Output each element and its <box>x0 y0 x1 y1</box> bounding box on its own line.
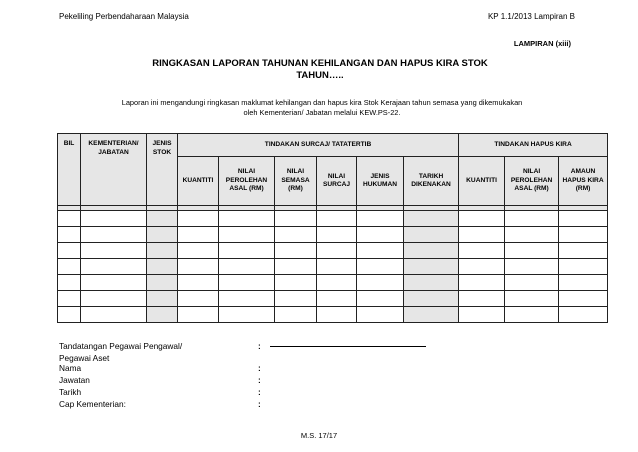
table-cell <box>317 275 357 291</box>
table-row <box>58 211 608 227</box>
table-cell <box>505 307 559 323</box>
table-cell <box>404 227 459 243</box>
sub-tarikh-dikenakan-header: TARIKH DIKENAKAN <box>404 157 459 206</box>
header-right-text: KP 1.1/2013 Lampiran B <box>487 12 575 21</box>
table-row <box>58 243 608 259</box>
table-cell <box>505 227 559 243</box>
sub-amaun-hapus-header: AMAUN HAPUS KIRA (RM) <box>559 157 608 206</box>
table-cell <box>219 275 275 291</box>
table-cell <box>357 211 404 227</box>
sig-colon-tarikh: : <box>258 387 261 397</box>
sig-colon-tandatangan: : <box>258 341 261 351</box>
table-row <box>58 259 608 275</box>
table-cell <box>559 259 608 275</box>
table-cell <box>357 259 404 275</box>
table-cell <box>147 243 178 259</box>
table-cell <box>459 275 505 291</box>
table-cell <box>317 243 357 259</box>
table-cell <box>147 211 178 227</box>
table-cell <box>58 259 81 275</box>
table-cell <box>404 259 459 275</box>
sig-label-tarikh: Tarikh <box>59 387 82 397</box>
sig-label-tandatangan-2: Pegawai Aset <box>59 353 110 363</box>
table-cell <box>459 243 505 259</box>
table-cell <box>404 275 459 291</box>
table-cell <box>559 291 608 307</box>
table-row <box>58 291 608 307</box>
table-cell <box>178 275 219 291</box>
sig-colon-cap: : <box>258 399 261 409</box>
sig-label-nama: Nama <box>59 363 82 373</box>
table-cell <box>559 243 608 259</box>
sig-colon-nama: : <box>258 363 261 373</box>
table-cell <box>357 275 404 291</box>
sig-colon-jawatan: : <box>258 375 261 385</box>
table-cell <box>81 275 147 291</box>
table-cell <box>147 291 178 307</box>
table-cell <box>147 307 178 323</box>
table-cell <box>81 259 147 275</box>
table-cell <box>404 243 459 259</box>
sub-nilai-semasa-header: NILAI SEMASA (RM) <box>275 157 317 206</box>
intro-line-2: oleh Kementerian/ Jabatan melalui KEW.PS-22. <box>243 108 401 117</box>
table-cell <box>58 291 81 307</box>
table-row <box>58 227 608 243</box>
title-line-2: TAHUN….. <box>296 69 344 81</box>
table-row <box>58 275 608 291</box>
table-cell <box>459 211 505 227</box>
table-cell <box>81 291 147 307</box>
sub-kuantiti-header: KUANTITI <box>178 157 219 206</box>
sig-label-cap: Cap Kementerian: <box>59 399 126 409</box>
col-jenis-stok-header: JENIS STOK <box>147 134 178 206</box>
table-cell <box>58 243 81 259</box>
title-line-1: RINGKASAN LAPORAN TAHUNAN KEHILANGAN DAN HAPUS KIRA STOK <box>152 58 488 69</box>
table-cell <box>505 243 559 259</box>
table-cell <box>178 227 219 243</box>
table-cell <box>219 291 275 307</box>
table-cell <box>219 307 275 323</box>
table-cell <box>505 275 559 291</box>
table-cell <box>58 211 81 227</box>
table-cell <box>275 211 317 227</box>
sub-jenis-hukuman-header: JENIS HUKUMAN <box>357 157 404 206</box>
table-cell <box>505 259 559 275</box>
table-cell <box>178 243 219 259</box>
page-number: M.S. 17/17 <box>300 431 338 440</box>
table-cell <box>219 243 275 259</box>
table-cell <box>559 307 608 323</box>
intro-text <box>82 98 562 118</box>
table-cell <box>317 291 357 307</box>
table-cell <box>58 307 81 323</box>
table-cell <box>81 243 147 259</box>
table-cell <box>357 307 404 323</box>
table-cell <box>275 307 317 323</box>
col-bil-header: BIL <box>58 134 81 206</box>
table-cell <box>275 227 317 243</box>
table-cell <box>219 211 275 227</box>
table-cell <box>317 211 357 227</box>
header-left-text: Pekeliling Perbendaharaan Malaysia <box>59 12 189 21</box>
table-cell <box>404 291 459 307</box>
table-cell <box>505 291 559 307</box>
table-cell <box>178 259 219 275</box>
document-title <box>110 58 530 81</box>
table-cell <box>559 227 608 243</box>
report-table <box>57 133 608 323</box>
table-cell <box>178 211 219 227</box>
group-tindakan-surcaj-header: TINDAKAN SURCAJ/ TATATERTIB <box>178 134 459 157</box>
table-cell <box>275 243 317 259</box>
table-cell <box>275 275 317 291</box>
table-cell <box>317 259 357 275</box>
sub-nilai-perolehan-header: NILAI PEROLEHAN ASAL (RM) <box>219 157 275 206</box>
sub-kuantiti-hapus-header: KUANTITI <box>459 157 505 206</box>
table-cell <box>81 227 147 243</box>
table-cell <box>505 211 559 227</box>
sig-label-tandatangan-1: Tandatangan Pegawai Pengawal/ <box>59 341 183 351</box>
table-cell <box>219 227 275 243</box>
col-kementerian-header: KEMENTERIAN/ JABATAN <box>81 134 147 206</box>
table-cell <box>317 307 357 323</box>
table-cell <box>459 307 505 323</box>
sub-nilai-perolehan-hapus-header: NILAI PEROLEHAN ASAL (RM) <box>505 157 559 206</box>
table-cell <box>58 227 81 243</box>
table-cell <box>178 307 219 323</box>
table-cell <box>357 243 404 259</box>
table-cell <box>275 259 317 275</box>
table-cell <box>147 227 178 243</box>
table-cell <box>404 307 459 323</box>
sub-nilai-surcaj-header: NILAI SURCAJ <box>317 157 357 206</box>
table-cell <box>317 227 357 243</box>
table-cell <box>58 275 81 291</box>
table-cell <box>147 259 178 275</box>
table-cell <box>275 291 317 307</box>
table-cell <box>459 227 505 243</box>
group-tindakan-hapus-header: TINDAKAN HAPUS KIRA <box>459 134 608 157</box>
table-cell <box>147 275 178 291</box>
table-cell <box>459 291 505 307</box>
intro-line-1: Laporan ini mengandungi ringkasan maklumat kehilangan dan hapus kira Stok Kerajaan tahun semasa yang dikemukakan <box>121 98 523 107</box>
table-row <box>58 307 608 323</box>
table-cell <box>404 211 459 227</box>
table-cell <box>219 259 275 275</box>
table-cell <box>178 291 219 307</box>
table-cell <box>81 211 147 227</box>
sig-label-jawatan: Jawatan <box>59 375 90 385</box>
table-cell <box>559 211 608 227</box>
table-cell <box>357 227 404 243</box>
table-cell <box>357 291 404 307</box>
table-cell <box>459 259 505 275</box>
signature-line <box>270 345 426 347</box>
table-cell <box>559 275 608 291</box>
lampiran-label: LAMPIRAN (xiii) <box>513 39 571 48</box>
table-cell <box>81 307 147 323</box>
